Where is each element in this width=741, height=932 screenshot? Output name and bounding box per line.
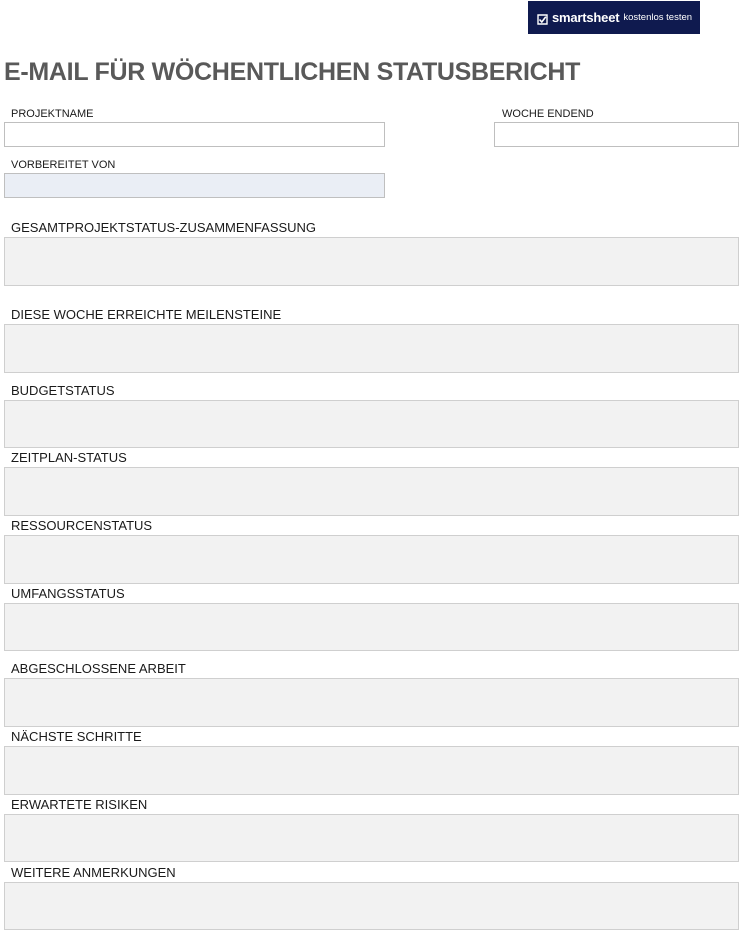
- section-field-notes[interactable]: [4, 882, 739, 930]
- section-field-risks[interactable]: [4, 814, 739, 862]
- section-field-schedule[interactable]: [4, 467, 739, 516]
- smartsheet-trial-banner[interactable]: [528, 1, 700, 34]
- section-label-budget: BUDGETSTATUS: [11, 383, 115, 398]
- week-ending-label: WOCHE ENDEND: [502, 108, 594, 120]
- section-field-milestones[interactable]: [4, 324, 739, 373]
- section-field-scope[interactable]: [4, 603, 739, 651]
- section-label-milestones: DIESE WOCHE ERREICHTE MEILENSTEINE: [11, 307, 282, 322]
- section-label-completed-work: ABGESCHLOSSENE ARBEIT: [11, 661, 186, 676]
- section-label-overall-status: GESAMTPROJEKTSTATUS-ZUSAMMENFASSUNG: [11, 220, 317, 235]
- page-title: E-MAIL FÜR WÖCHENTLICHEN STATUSBERICHT: [4, 58, 581, 86]
- project-name-label: PROJEKTNAME: [11, 108, 94, 120]
- section-label-next-steps: NÄCHSTE SCHRITTE: [11, 729, 142, 744]
- section-field-overall-status[interactable]: [4, 237, 739, 286]
- section-label-risks: ERWARTETE RISIKEN: [11, 797, 148, 812]
- banner-cta: kostenlos testen: [623, 12, 693, 23]
- section-field-next-steps[interactable]: [4, 746, 739, 795]
- section-field-resources[interactable]: [4, 535, 739, 584]
- section-label-scope: UMFANGSSTATUS: [11, 586, 125, 601]
- section-field-completed-work[interactable]: [4, 678, 739, 727]
- banner-brand: smartsheet: [552, 10, 620, 25]
- project-name-field[interactable]: [4, 122, 385, 147]
- prepared-by-label: VORBEREITET VON: [11, 159, 116, 171]
- section-label-resources: RESSOURCENSTATUS: [11, 518, 153, 533]
- section-label-schedule: ZEITPLAN-STATUS: [11, 450, 127, 465]
- smartsheet-checkmark-icon: [537, 12, 548, 23]
- week-ending-field[interactable]: [494, 122, 739, 147]
- prepared-by-field[interactable]: [4, 173, 385, 198]
- section-field-budget[interactable]: [4, 400, 739, 448]
- section-label-notes: WEITERE ANMERKUNGEN: [11, 865, 176, 880]
